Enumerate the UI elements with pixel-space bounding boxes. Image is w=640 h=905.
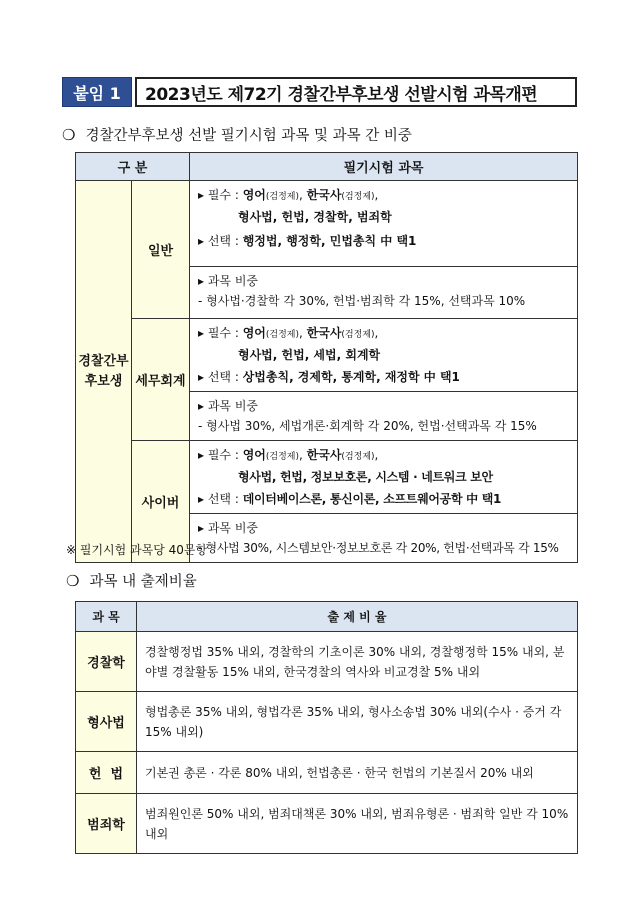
weight-cell bbox=[190, 267, 578, 319]
ratio-text: 기본권 총론 · 각론 80% 내외, 헌법총론 · 한국 헌법의 기본질서 20% 내외 bbox=[137, 752, 578, 794]
weight-detail: - 형사법 30%, 시스템보안·정보보호론 각 20%, 헌법·선택과목 각 15% bbox=[198, 541, 559, 555]
weight-title: ▸ 과목 비중 bbox=[198, 274, 259, 288]
required-line-2: 형사법, 헌법, 세법, 회계학 bbox=[238, 348, 381, 362]
header-category: 구 분 bbox=[76, 153, 190, 181]
required-line-2: 형사법, 헌법, 경찰학, 범죄학 bbox=[238, 210, 392, 224]
weight-title: ▸ 과목 비중 bbox=[198, 399, 259, 413]
table-header-row bbox=[76, 602, 578, 632]
ratio-text: 범죄원인론 50% 내외, 범죄대책론 30% 내외, 범죄유형론 · 범죄학 일반 각 10% 내외 bbox=[137, 794, 578, 854]
table-row bbox=[76, 692, 578, 752]
header-subject: 과 목 bbox=[76, 602, 137, 632]
track-label: 사이버 bbox=[132, 441, 190, 563]
table-row bbox=[76, 319, 578, 392]
table-header-row bbox=[76, 153, 578, 181]
circle-bullet-icon: ❍ bbox=[66, 571, 80, 590]
table-row bbox=[76, 181, 578, 267]
weight-title: ▸ 과목 비중 bbox=[198, 521, 259, 535]
weight-cell bbox=[190, 392, 578, 441]
required-line-2: 형사법, 헌법, 정보보호론, 시스템 · 네트워크 보안 bbox=[238, 470, 493, 484]
subject-label: 범죄학 bbox=[76, 794, 137, 854]
required-line: ▸ 필수 : 영어(검정제), 한국사(검정제), bbox=[198, 326, 379, 340]
required-line: ▸ 필수 : 영어(검정제), 한국사(검정제), bbox=[198, 188, 379, 202]
subject-label: 형사법 bbox=[76, 692, 137, 752]
elective-line: ▸ 선택 : 상법총칙, 경제학, 통계학, 재정학 中 택1 bbox=[198, 370, 460, 384]
header-subjects: 필기시험 과목 bbox=[190, 153, 578, 181]
table-row bbox=[76, 752, 578, 794]
section2-heading-text: 과목 내 출제비율 bbox=[89, 574, 197, 590]
table-row bbox=[76, 794, 578, 854]
elective-line: ▸ 선택 : 데이터베이스론, 통신이론, 소프트웨어공학 中 택1 bbox=[198, 492, 502, 506]
table-row bbox=[76, 441, 578, 514]
subjects-cell bbox=[190, 441, 578, 514]
table-row bbox=[76, 632, 578, 692]
weight-detail: - 형사법 30%, 세법개론·회계학 각 20%, 헌법·선택과목 각 15% bbox=[198, 419, 537, 433]
subject-label: 경찰학 bbox=[76, 632, 137, 692]
group-label: 경찰간부 후보생 bbox=[76, 181, 132, 563]
subject-label: 헌 법 bbox=[76, 752, 137, 794]
ratio-text: 경찰행정법 35% 내외, 경찰학의 기초이론 30% 내외, 경찰행정학 15% 내외, 분야별 경찰활동 15% 내외, 한국경찰의 역사와 비교경찰 5% 내외 bbox=[137, 632, 578, 692]
exam-subjects-table bbox=[75, 152, 578, 563]
elective-line: ▸ 선택 : 행정법, 행정학, 민법총칙 中 택1 bbox=[198, 234, 417, 248]
document-title: 2023년도 제72기 경찰간부후보생 선발시험 과목개편 bbox=[135, 77, 577, 107]
header-ratio: 출 제 비 율 bbox=[137, 602, 578, 632]
weight-detail: - 형사법·경찰학 각 30%, 헌법·범죄학 각 15%, 선택과목 10% bbox=[198, 294, 526, 308]
circle-bullet-icon: ❍ bbox=[62, 125, 76, 144]
subjects-cell bbox=[190, 181, 578, 267]
subjects-cell bbox=[190, 319, 578, 392]
track-label: 일반 bbox=[132, 181, 190, 319]
section1-heading bbox=[62, 124, 412, 145]
ratio-text: 형법총론 35% 내외, 형법각론 35% 내외, 형사소송법 30% 내외(수사 · 증거 각 15% 내외) bbox=[137, 692, 578, 752]
section2-heading bbox=[66, 570, 197, 591]
exam-note: ※ 필기시험 과목당 40문항 bbox=[66, 543, 208, 557]
question-ratio-table bbox=[75, 601, 578, 854]
attachment-tag: 붙임 1 bbox=[62, 77, 132, 107]
weight-cell bbox=[190, 514, 578, 563]
track-label: 세무회계 bbox=[132, 319, 190, 441]
required-line: ▸ 필수 : 영어(검정제), 한국사(검정제), bbox=[198, 448, 379, 462]
section1-heading-text: 경찰간부후보생 선발 필기시험 과목 및 과목 간 비중 bbox=[85, 128, 412, 144]
